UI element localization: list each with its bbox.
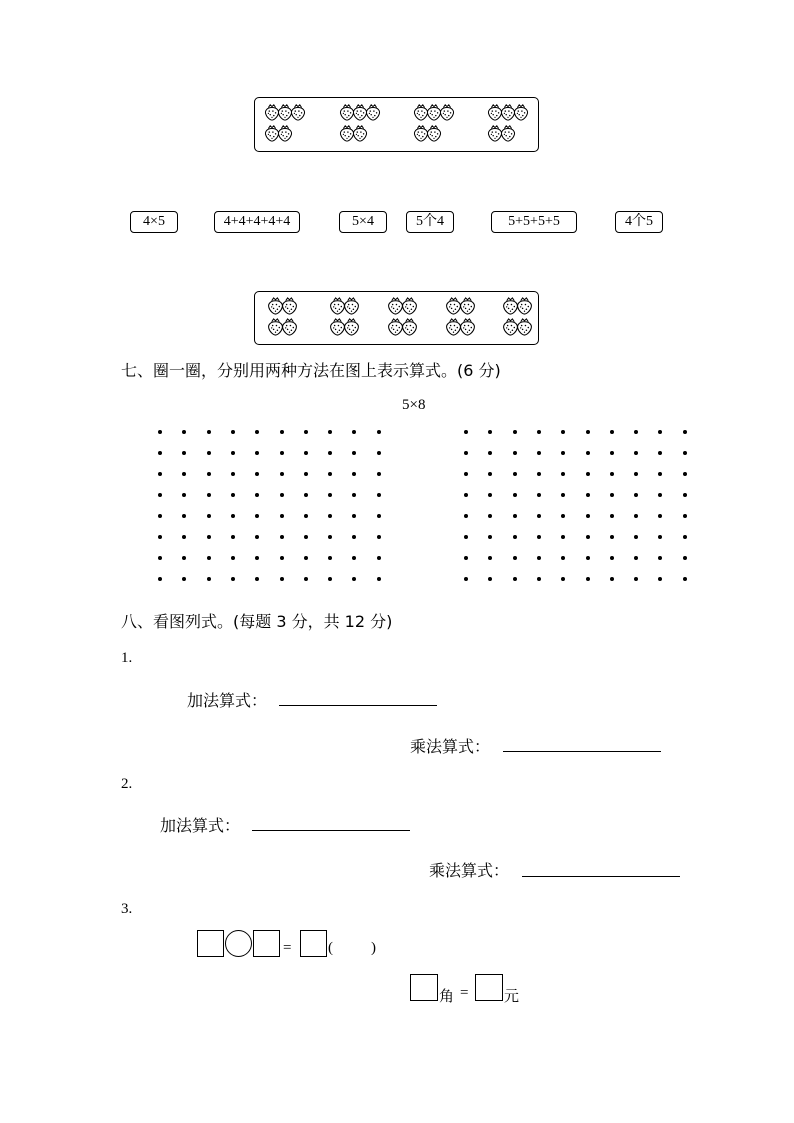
question-3-jiao-label: 角 <box>439 987 455 1005</box>
grid-dot <box>231 514 235 518</box>
grid-dot <box>158 514 162 518</box>
question-2-add-answer-line[interactable] <box>252 830 410 831</box>
grid-dot <box>464 430 468 434</box>
grid-dot <box>610 430 614 434</box>
grid-dot <box>561 556 565 560</box>
question-3-box-3[interactable] <box>300 930 327 957</box>
grid-dot <box>464 514 468 518</box>
question-3-box-1[interactable] <box>197 930 224 957</box>
question-3-yuan-box[interactable] <box>475 974 503 1001</box>
grid-dot <box>537 451 541 455</box>
grid-dot <box>658 451 662 455</box>
grid-dot <box>231 472 235 476</box>
grid-dot <box>304 514 308 518</box>
grid-dot <box>207 493 211 497</box>
grid-dot <box>561 472 565 476</box>
grid-dot <box>255 430 259 434</box>
grid-dot <box>537 577 541 581</box>
grid-dot <box>280 451 284 455</box>
grid-dot <box>207 535 211 539</box>
strawberry-icon <box>438 103 456 125</box>
grid-dot <box>182 493 186 497</box>
grid-dot <box>328 493 332 497</box>
grid-dot <box>158 472 162 476</box>
grid-dot <box>280 556 284 560</box>
grid-dot <box>304 430 308 434</box>
grid-dot <box>586 556 590 560</box>
grid-dot <box>513 556 517 560</box>
question-2-add-label: 加法算式： <box>160 816 241 835</box>
grid-dot <box>255 472 259 476</box>
question-2-mul-label: 乘法算式： <box>429 861 510 880</box>
tag-4-ge-5: 4个5 <box>615 211 663 233</box>
tag-5x4: 5×4 <box>339 211 387 233</box>
grid-dot <box>352 493 356 497</box>
grid-dot <box>158 451 162 455</box>
grid-dot <box>304 493 308 497</box>
tag-4-plus-4-plus-4-plus-4-plus-4: 4+4+4+4+4 <box>214 211 300 233</box>
strawberry-icon <box>342 317 361 340</box>
grid-dot <box>328 514 332 518</box>
question-3-equals: = <box>283 940 292 956</box>
question-1-add-label: 加法算式： <box>187 691 268 710</box>
grid-dot <box>255 556 259 560</box>
grid-dot <box>304 451 308 455</box>
grid-dot <box>537 472 541 476</box>
strawberry-icon <box>351 124 369 146</box>
grid-dot <box>352 472 356 476</box>
grid-dot <box>658 493 662 497</box>
question-2-number: 2. <box>121 776 133 792</box>
strawberry-icon <box>400 317 419 340</box>
grid-dot <box>683 535 687 539</box>
strawberry-icon <box>515 317 534 340</box>
grid-dot <box>231 535 235 539</box>
grid-dot <box>683 577 687 581</box>
grid-dot <box>207 451 211 455</box>
grid-dot <box>377 514 381 518</box>
strawberry-icon <box>289 103 307 125</box>
grid-dot <box>280 514 284 518</box>
grid-dot <box>537 430 541 434</box>
grid-dot <box>658 556 662 560</box>
grid-dot <box>610 577 614 581</box>
grid-dot <box>488 430 492 434</box>
strawberry-icon <box>425 124 443 146</box>
grid-dot <box>352 451 356 455</box>
grid-dot <box>586 451 590 455</box>
grid-dot <box>658 472 662 476</box>
question-1-mul-answer-line[interactable] <box>503 751 661 752</box>
grid-dot <box>377 493 381 497</box>
grid-dot <box>610 514 614 518</box>
grid-dot <box>658 514 662 518</box>
grid-dot <box>537 535 541 539</box>
strawberry-icon <box>400 296 419 319</box>
grid-dot <box>464 556 468 560</box>
strawberry-icon <box>499 124 517 146</box>
strawberry-icon <box>515 296 534 319</box>
grid-dot <box>377 430 381 434</box>
question-3-operator-circle[interactable] <box>225 930 252 957</box>
grid-dot <box>586 514 590 518</box>
strawberry-icon <box>512 103 530 125</box>
grid-dot <box>561 535 565 539</box>
grid-dot <box>328 472 332 476</box>
grid-dot <box>158 577 162 581</box>
grid-dot <box>586 430 590 434</box>
grid-dot <box>610 451 614 455</box>
grid-dot <box>634 472 638 476</box>
grid-dot <box>610 535 614 539</box>
grid-dot <box>280 472 284 476</box>
grid-dot <box>377 556 381 560</box>
grid-dot <box>280 430 284 434</box>
grid-dot <box>207 472 211 476</box>
grid-dot <box>207 556 211 560</box>
grid-dot <box>464 472 468 476</box>
grid-dot <box>683 514 687 518</box>
grid-dot <box>658 430 662 434</box>
grid-dot <box>280 535 284 539</box>
grid-dot <box>255 451 259 455</box>
grid-dot <box>513 577 517 581</box>
grid-dot <box>561 451 565 455</box>
grid-dot <box>328 430 332 434</box>
grid-dot <box>158 535 162 539</box>
grid-dot <box>231 451 235 455</box>
strawberry-icon <box>342 296 361 319</box>
grid-dot <box>634 514 638 518</box>
grid-dot <box>352 577 356 581</box>
grid-dot <box>683 430 687 434</box>
grid-dot <box>158 556 162 560</box>
grid-dot <box>255 493 259 497</box>
tag-4x5: 4×5 <box>130 211 178 233</box>
grid-dot <box>377 535 381 539</box>
grid-dot <box>182 451 186 455</box>
grid-dot <box>683 472 687 476</box>
question-1-mul-label: 乘法算式： <box>410 737 491 756</box>
grid-dot <box>231 577 235 581</box>
section-7-expression: 5×8 <box>402 397 426 413</box>
grid-dot <box>352 514 356 518</box>
grid-dot <box>488 451 492 455</box>
grid-dot <box>182 535 186 539</box>
grid-dot <box>513 535 517 539</box>
grid-dot <box>513 430 517 434</box>
strawberry-icon <box>364 103 382 125</box>
grid-dot <box>304 472 308 476</box>
grid-dot <box>182 472 186 476</box>
grid-dot <box>352 535 356 539</box>
tag-5-plus-5-plus-5-plus-5: 5+5+5+5 <box>491 211 577 233</box>
strawberry-icon <box>280 317 299 340</box>
tag-5-ge-4: 5个4 <box>406 211 454 233</box>
question-3-box-2[interactable] <box>253 930 280 957</box>
grid-dot <box>561 577 565 581</box>
grid-dot <box>464 535 468 539</box>
grid-dot <box>304 535 308 539</box>
grid-dot <box>280 577 284 581</box>
grid-dot <box>683 556 687 560</box>
strawberry-icon <box>280 296 299 319</box>
grid-dot <box>537 514 541 518</box>
grid-dot <box>304 556 308 560</box>
grid-dot <box>280 493 284 497</box>
grid-dot <box>634 556 638 560</box>
grid-dot <box>537 493 541 497</box>
grid-dot <box>634 430 638 434</box>
grid-dot <box>231 430 235 434</box>
strawberry-frame-top <box>254 97 539 152</box>
grid-dot <box>683 451 687 455</box>
grid-dot <box>207 430 211 434</box>
grid-dot <box>658 535 662 539</box>
question-3-paren-open: ( <box>328 940 333 956</box>
grid-dot <box>255 514 259 518</box>
grid-dot <box>586 577 590 581</box>
grid-dot <box>158 430 162 434</box>
grid-dot <box>352 430 356 434</box>
grid-dot <box>561 514 565 518</box>
grid-dot <box>488 556 492 560</box>
grid-dot <box>658 577 662 581</box>
grid-dot <box>488 493 492 497</box>
strawberry-icon <box>458 296 477 319</box>
grid-dot <box>328 556 332 560</box>
grid-dot <box>464 493 468 497</box>
grid-dot <box>207 514 211 518</box>
grid-dot <box>377 577 381 581</box>
grid-dot <box>634 451 638 455</box>
question-2-mul-answer-line[interactable] <box>522 876 680 877</box>
grid-dot <box>537 556 541 560</box>
grid-dot <box>586 535 590 539</box>
grid-dot <box>255 535 259 539</box>
grid-dot <box>634 577 638 581</box>
question-3-yuan-label: 元 <box>504 987 520 1005</box>
question-3-equals-2: = <box>460 985 469 1001</box>
grid-dot <box>328 535 332 539</box>
grid-dot <box>158 493 162 497</box>
grid-dot <box>231 556 235 560</box>
grid-dot <box>182 556 186 560</box>
grid-dot <box>352 556 356 560</box>
grid-dot <box>513 514 517 518</box>
grid-dot <box>464 451 468 455</box>
grid-dot <box>513 472 517 476</box>
grid-dot <box>377 472 381 476</box>
strawberry-icon <box>276 124 294 146</box>
strawberry-frame-bottom <box>254 291 539 345</box>
grid-dot <box>182 577 186 581</box>
question-1-add-answer-line[interactable] <box>279 705 437 706</box>
question-3-number: 3. <box>121 901 133 917</box>
strawberry-icon <box>458 317 477 340</box>
grid-dot <box>610 472 614 476</box>
grid-dot <box>610 493 614 497</box>
grid-dot <box>634 535 638 539</box>
grid-dot <box>634 493 638 497</box>
grid-dot <box>586 493 590 497</box>
question-3-paren-close: ) <box>371 940 376 956</box>
grid-dot <box>683 493 687 497</box>
grid-dot <box>513 451 517 455</box>
grid-dot <box>610 556 614 560</box>
question-1-number: 1. <box>121 650 133 666</box>
grid-dot <box>488 514 492 518</box>
grid-dot <box>561 493 565 497</box>
question-3-jiao-box[interactable] <box>410 974 438 1001</box>
grid-dot <box>328 451 332 455</box>
grid-dot <box>488 577 492 581</box>
grid-dot <box>231 493 235 497</box>
grid-dot <box>586 472 590 476</box>
grid-dot <box>488 535 492 539</box>
grid-dot <box>488 472 492 476</box>
grid-dot <box>464 577 468 581</box>
grid-dot <box>255 577 259 581</box>
grid-dot <box>182 514 186 518</box>
grid-dot <box>182 430 186 434</box>
grid-dot <box>377 451 381 455</box>
grid-dot <box>513 493 517 497</box>
grid-dot <box>304 577 308 581</box>
grid-dot <box>207 577 211 581</box>
grid-dot <box>561 430 565 434</box>
section-7-title: 七、圈一圈，分别用两种方法在图上表示算式。(6 分) <box>121 361 501 380</box>
grid-dot <box>328 577 332 581</box>
section-8-title: 八、看图列式。(每题 3 分，共 12 分) <box>121 612 393 631</box>
